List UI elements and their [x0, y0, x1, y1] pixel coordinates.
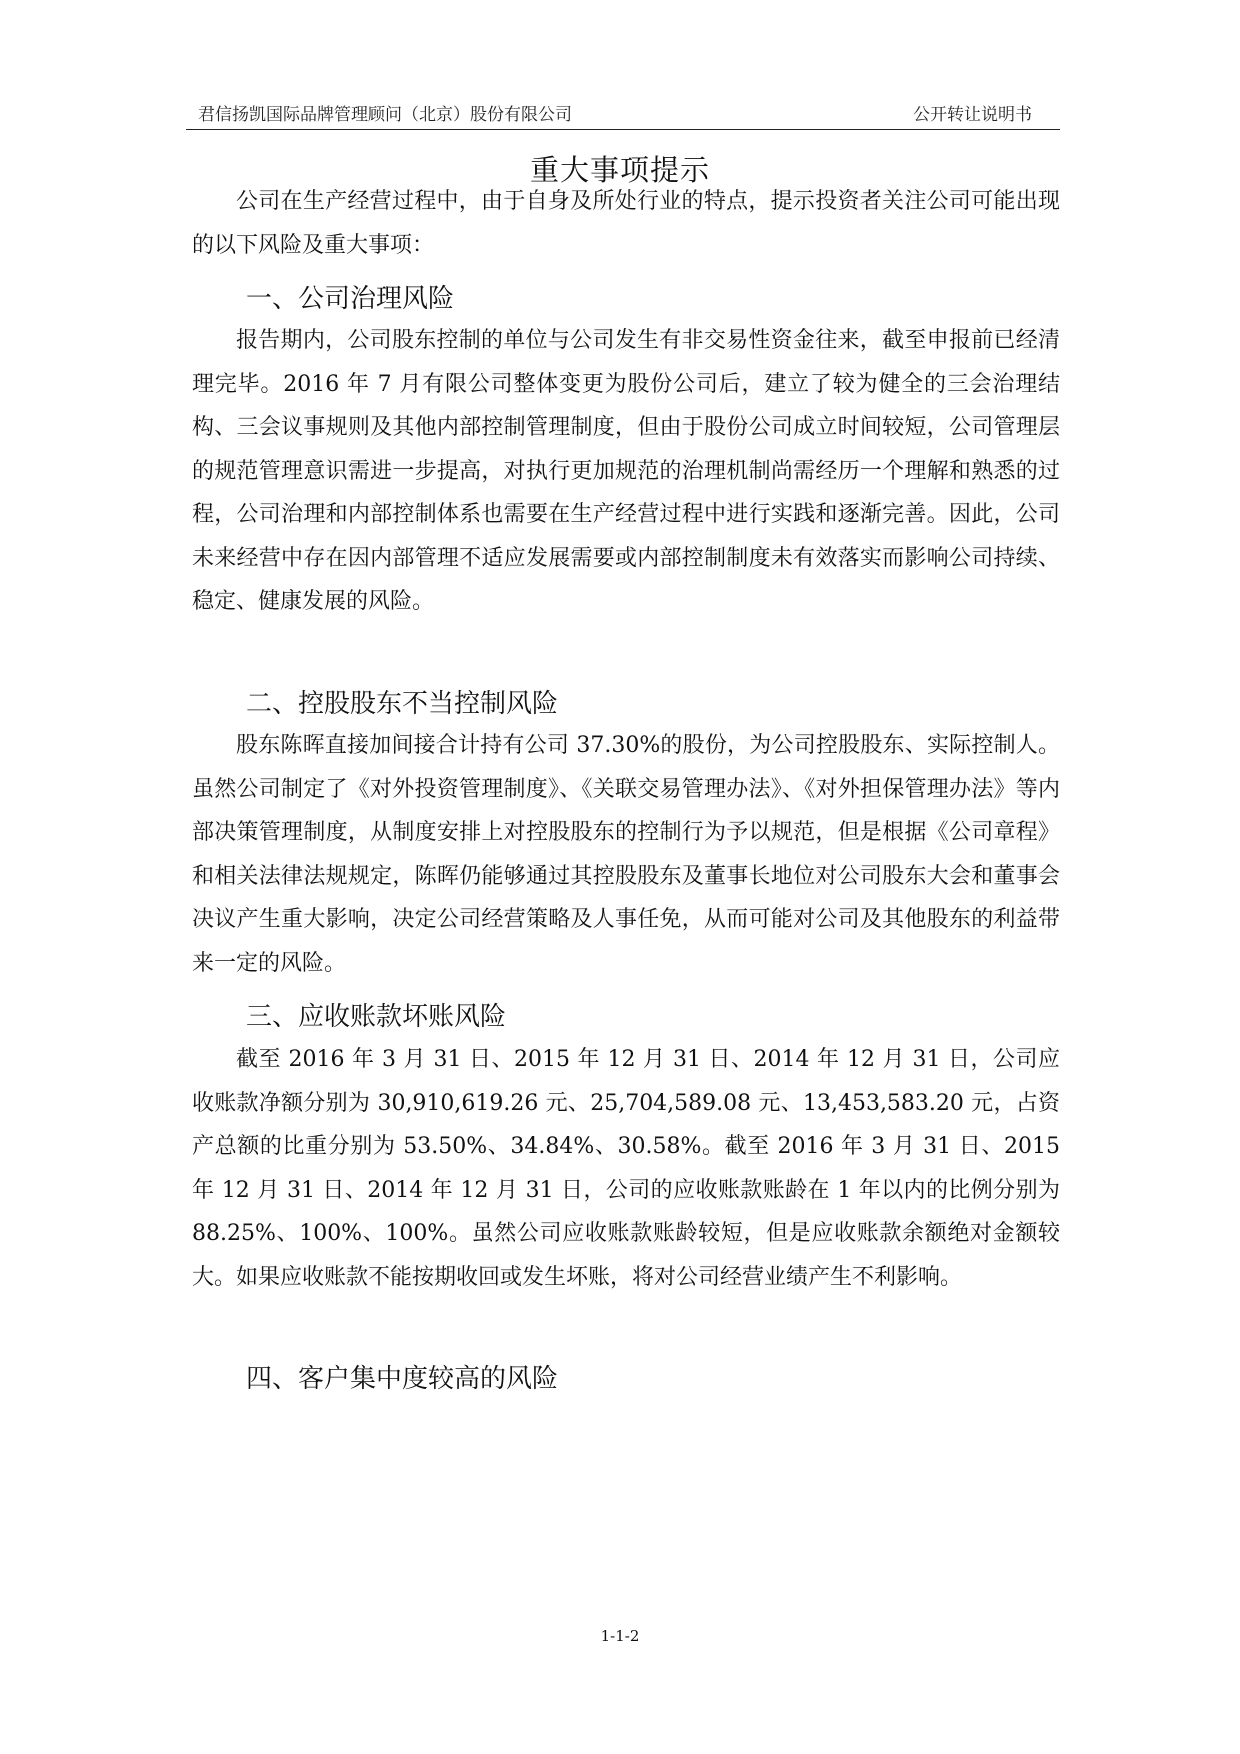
- section-body-governance-risk: 报告期内，公司股东控制的单位与公司发生有非交易性资金往来，截至申报前已经清理完毕。2016 年 7 月有限公司整体变更为股份公司后，建立了较为健全的三会治理结构、三会议事规则及其他内部控制管理制度，但由于股份公司成立时间较短，公司管理层的规范管理意识需进一步提高，对执行更加规范的治理机制尚需经历一个理解和熟悉的过程，公司治理和内部控制体系也需要在生产经营过程中进行实践和逐渐完善。因此，公司未来经营中存在因内部管理不适应发展需要或内部控制制度未有效落实而影响公司持续、稳定、健康发展的风险。: [192, 328, 1060, 614]
- page-number: 1-1-2: [600, 1627, 640, 1645]
- intro-paragraph: 公司在生产经营过程中，由于自身及所处行业的特点，提示投资者关注公司可能出现的以下风险及重大事项：: [192, 189, 1060, 258]
- page-header: [186, 100, 1056, 130]
- section-heading-governance-risk: 一、公司治理风险: [246, 284, 455, 314]
- header-document-type: 公开转让说明书: [913, 105, 1032, 125]
- page-title: 重大事项提示: [529, 153, 710, 187]
- section-heading-controlling-shareholder-risk: 二、控股股东不当控制风险: [246, 689, 559, 719]
- section-heading-receivables-risk: 三、应收账款坏账风险: [246, 1002, 507, 1032]
- section-heading-customer-concentration-risk: 四、客户集中度较高的风险: [246, 1364, 559, 1394]
- section-body-controlling-shareholder-risk: 股东陈晖直接加间接合计持有公司 37.30%的股份，为公司控股股东、实际控制人。虽然公司制定了《对外投资管理制度》、《关联交易管理办法》、《对外担保管理办法》等内部决策管理制度，从制度安排上对控股股东的控制行为予以规范，但是根据《公司章程》和相关法律法规规定，陈晖仍能够通过其控股股东及董事长地位对公司股东大会和董事会决议产生重大影响，决定公司经营策略及人事任免，从而可能对公司及其他股东的利益带来一定的风险。: [192, 733, 1060, 976]
- section-body-receivables-risk: 截至 2016 年 3 月 31 日、2015 年 12 月 31 日、2014 年 12 月 31 日，公司应收账款净额分别为 30,910,619.26 元、25,704,589.08 元、13,453,583.20 元，占资产总额的比重分别为 53.50%、34.84%、30.58%。截至 2016 年 3 月 31 日、2015 年 12 月 31 日、2014 年 12 月 31 日，公司的应收账款账龄在 1 年以内的比例分别为 88.25%、100%、100%。虽然公司应收账款账龄较短，但是应收账款余额绝对金额较大。如果应收账款不能按期收回或发生坏账，将对公司经营业绩产生不利影响。: [192, 1047, 1060, 1290]
- header-divider: [186, 129, 1060, 130]
- header-company-name: 君信扬凯国际品牌管理顾问（北京）股份有限公司: [198, 105, 572, 125]
